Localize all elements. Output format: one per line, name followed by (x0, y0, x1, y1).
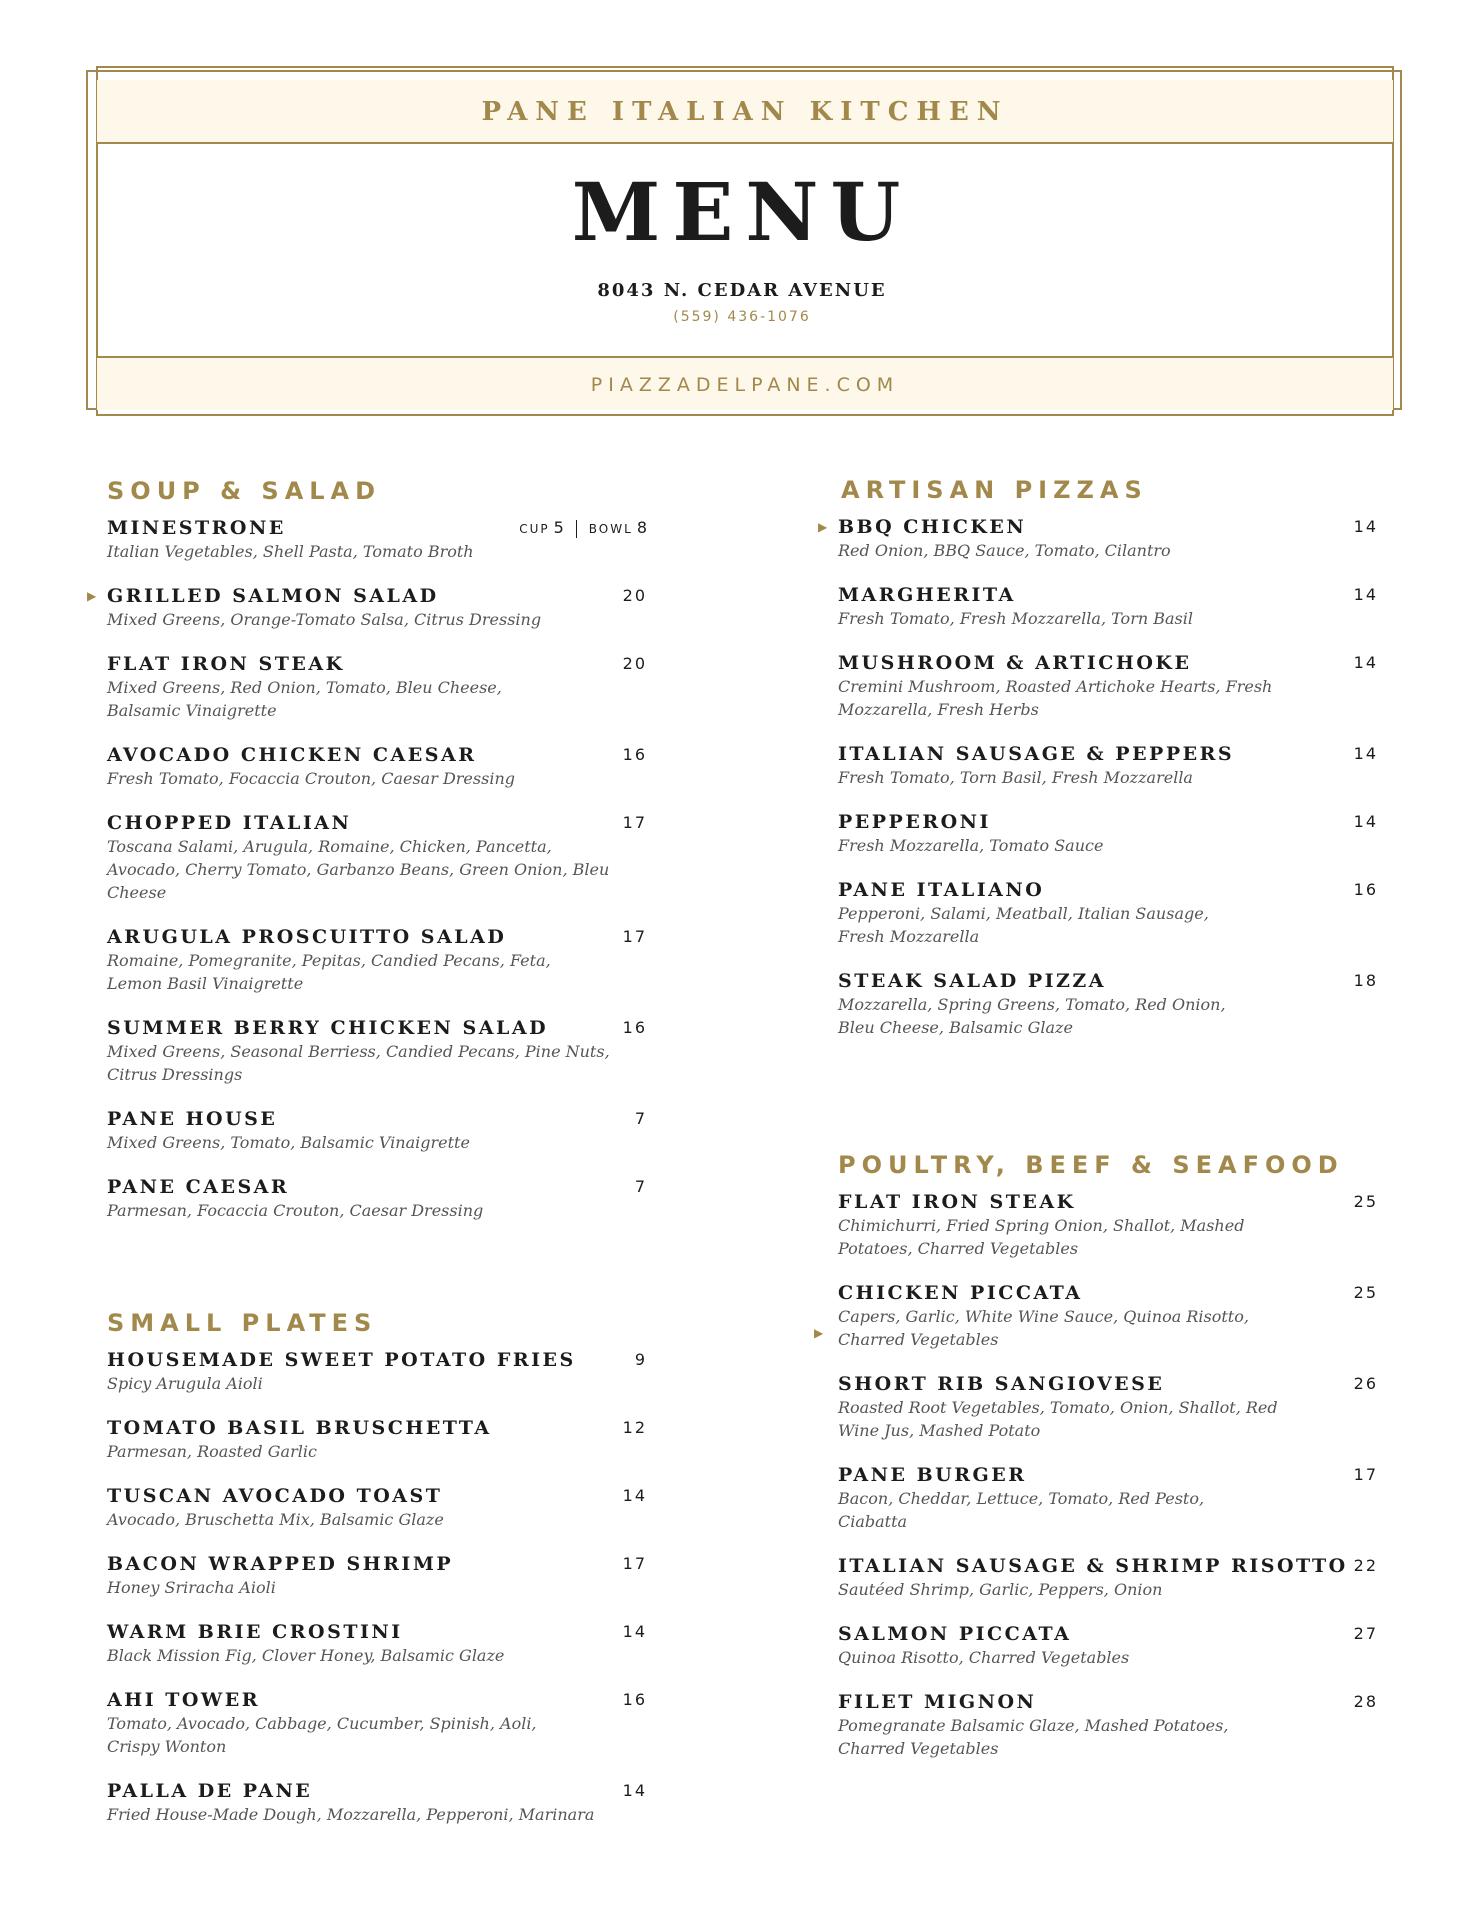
item-description: Avocado, Bruschetta Mix, Balsamic Glaze (107, 1510, 444, 1529)
menu-title: MENU (571, 165, 913, 259)
menu-items (818, 515, 1378, 1039)
menu-item (107, 1416, 647, 1463)
item-name: HOUSEMADE SWEET POTATO FRIES (107, 1349, 576, 1371)
item-price: 17 (622, 813, 647, 832)
item-description: Italian Vegetables, Shell Pasta, Tomato Broth (107, 542, 474, 561)
item-description: Mixed Greens, Red Onion, Tomato, Bleu Cheese, Balsamic Vinaigrette (107, 678, 502, 720)
item-description: Honey Sriracha Aioli (107, 1578, 276, 1597)
item-name: FILET MIGNON (838, 1691, 1037, 1713)
item-description: Parmesan, Roasted Garlic (107, 1442, 317, 1461)
item-name: ITALIAN SAUSAGE & PEPPERS (838, 743, 1235, 765)
item-price: 16 (622, 745, 647, 764)
menu-item (838, 1622, 1378, 1669)
menu-item (814, 1281, 1378, 1351)
item-name: CHICKEN PICCATA (838, 1282, 1083, 1304)
item-name: STEAK SALAD PIZZA (838, 970, 1107, 992)
item-price: 20 (622, 586, 647, 605)
item-description: Fried House-Made Dough, Mozzarella, Pepperoni, Marinara (107, 1805, 595, 1824)
menu-item (838, 1372, 1378, 1442)
item-name: PALLA DE PANE (107, 1780, 313, 1802)
item-price: 14 (1353, 744, 1378, 763)
item-price: 25 (1353, 1192, 1378, 1211)
menu-items (107, 1348, 647, 1826)
item-price: 14 (622, 1781, 647, 1800)
item-name: PEPPERONI (838, 811, 991, 833)
item-name: ARUGULA PROSCUITTO SALAD (107, 926, 507, 948)
item-name: WARM BRIE CROSTINI (107, 1621, 403, 1643)
item-description: Quinoa Risotto, Charred Vegetables (838, 1648, 1130, 1667)
address: 8043 N. CEDAR AVENUE (597, 280, 887, 301)
triangle-right-icon: ▶ (87, 589, 97, 603)
item-description: Toscana Salami, Arugula, Romaine, Chicken, Pancetta, Avocado, Cherry Tomato, Garbanzo Beans, Green Onion, Bleu Cheese (107, 837, 610, 902)
item-description: Fresh Mozzarella, Tomato Sauce (838, 836, 1104, 855)
item-name: CHOPPED ITALIAN (107, 812, 352, 834)
item-description: Mozzarella, Spring Greens, Tomato, Red Onion, Bleu Cheese, Balsamic Glaze (838, 995, 1226, 1037)
item-name: MUSHROOM & ARTICHOKE (838, 652, 1192, 674)
item-description: Bacon, Cheddar, Lettuce, Tomato, Red Pesto, Ciabatta (838, 1489, 1205, 1531)
item-price: 14 (1353, 812, 1378, 831)
item-description: Tomato, Avocado, Cabbage, Cucumber, Spinish, Aoli, Crispy Wonton (107, 1714, 537, 1756)
section-heading: POULTRY, BEEF & SEAFOOD (838, 1151, 1344, 1179)
menu-item (107, 652, 647, 722)
item-description: Chimichurri, Fried Spring Onion, Shallot, Mashed Potatoes, Charred Vegetables (838, 1216, 1245, 1258)
item-description: Mixed Greens, Tomato, Balsamic Vinaigrette (107, 1133, 470, 1152)
menu-item (107, 1348, 647, 1395)
menu-item (838, 969, 1378, 1039)
menu-item (838, 742, 1378, 789)
cup-label: CUP (519, 522, 550, 536)
menu-item (107, 1688, 647, 1758)
item-name: PANE CAESAR (107, 1176, 290, 1198)
bowl-label: BOWL (588, 522, 633, 536)
item-name: PANE BURGER (838, 1464, 1027, 1486)
item-description: Fresh Tomato, Fresh Mozzarella, Torn Basil (838, 609, 1193, 628)
triangle-right-icon: ▶ (814, 1326, 824, 1340)
menu-item (107, 1620, 647, 1667)
item-description: Fresh Tomato, Focaccia Crouton, Caesar Dressing (107, 769, 515, 788)
section-soup-salad (87, 476, 647, 1243)
item-name: SALMON PICCATA (838, 1623, 1072, 1645)
item-description: Pomegranate Balsamic Glaze, Mashed Potatoes, Charred Vegetables (838, 1716, 1229, 1758)
menu-items (814, 1190, 1378, 1760)
menu-item (838, 1554, 1378, 1601)
item-price: 14 (1353, 585, 1378, 604)
item-price: 17 (622, 927, 647, 946)
item-price: 14 (1353, 517, 1378, 536)
item-description: Black Mission Fig, Clover Honey, Balsamic Glaze (107, 1646, 505, 1665)
item-name: SUMMER BERRY CHICKEN SALAD (107, 1017, 549, 1039)
section-heading: ARTISAN PIZZAS (841, 476, 1148, 504)
menu-items (87, 516, 647, 1222)
item-description: Cremini Mushroom, Roasted Artichoke Hearts, Fresh Mozzarella, Fresh Herbs (838, 677, 1273, 719)
bowl-price: 8 (636, 518, 647, 537)
item-price: 9 (634, 1350, 647, 1369)
item-description: Mixed Greens, Seasonal Berriess, Candied Pecans, Pine Nuts, Citrus Dressings (107, 1042, 610, 1084)
section-heading: SOUP & SALAD (107, 477, 382, 505)
item-name: BACON WRAPPED SHRIMP (107, 1553, 454, 1575)
menu-item (107, 811, 647, 904)
item-price: 20 (622, 654, 647, 673)
item-price: 17 (1353, 1465, 1378, 1484)
item-name: AVOCADO CHICKEN CAESAR (107, 744, 477, 766)
item-price: 14 (622, 1622, 647, 1641)
item-price: 18 (1353, 971, 1378, 990)
menu-item (107, 1484, 647, 1531)
item-price: 7 (634, 1177, 647, 1196)
item-description: Sautéed Shrimp, Garlic, Peppers, Onion (838, 1580, 1163, 1599)
item-name: PANE HOUSE (107, 1108, 278, 1130)
menu-item (107, 743, 647, 790)
item-description: Fresh Tomato, Torn Basil, Fresh Mozzarella (838, 768, 1193, 787)
restaurant-name: PANE ITALIAN KITCHEN (481, 97, 1009, 127)
header-bottom-band (97, 356, 1393, 410)
item-name: FLAT IRON STEAK (838, 1191, 1076, 1213)
menu-item (107, 1107, 647, 1154)
price-divider (576, 520, 577, 538)
item-price: 12 (622, 1418, 647, 1437)
section-heading: SMALL PLATES (107, 1309, 378, 1337)
item-name: PANE ITALIANO (838, 879, 1045, 901)
item-description: Red Onion, BBQ Sauce, Tomato, Cilantro (838, 541, 1171, 560)
menu-item (838, 1463, 1378, 1533)
item-name: TOMATO BASIL BRUSCHETTA (107, 1417, 492, 1439)
menu-item (107, 1175, 647, 1222)
item-price: 25 (1353, 1283, 1378, 1302)
item-name: BBQ CHICKEN (838, 516, 1027, 538)
item-description: Spicy Arugula Aioli (107, 1374, 263, 1393)
item-price: 16 (1353, 880, 1378, 899)
menu-item (818, 515, 1378, 562)
item-name: TUSCAN AVOCADO TOAST (107, 1485, 443, 1507)
item-name: FLAT IRON STEAK (107, 653, 345, 675)
item-price: 14 (622, 1486, 647, 1505)
menu-item (838, 1190, 1378, 1260)
item-name: SHORT RIB SANGIOVESE (838, 1373, 1165, 1395)
item-name: GRILLED SALMON SALAD (107, 585, 439, 607)
website-link[interactable]: PIAZZADELPANE.COM (590, 374, 900, 396)
menu-item (838, 583, 1378, 630)
item-price: 16 (622, 1018, 647, 1037)
item-price: 22 (1353, 1556, 1378, 1575)
menu-item (107, 1552, 647, 1599)
menu-item (838, 651, 1378, 721)
item-description: Parmesan, Focaccia Crouton, Caesar Dressing (107, 1201, 484, 1220)
section-poultry-beef-seafood (814, 1150, 1378, 1781)
item-name: AHI TOWER (107, 1689, 260, 1711)
menu-item (107, 516, 647, 563)
triangle-right-icon: ▶ (818, 520, 828, 534)
item-description: Capers, Garlic, White Wine Sauce, Quinoa Risotto, Charred Vegetables (838, 1307, 1249, 1349)
menu-item (87, 584, 647, 631)
item-price: 28 (1353, 1692, 1378, 1711)
item-name: ITALIAN SAUSAGE & SHRIMP RISOTTO (838, 1555, 1348, 1577)
item-name: MARGHERITA (838, 584, 1016, 606)
item-price: 16 (622, 1690, 647, 1709)
header-top-band (97, 80, 1393, 144)
menu-item (838, 878, 1378, 948)
item-price: 7 (634, 1109, 647, 1128)
cup-price: 5 (553, 518, 564, 537)
phone-number: (559) 436-1076 (673, 309, 811, 325)
menu-item (107, 1779, 647, 1826)
menu-item (107, 925, 647, 995)
item-description: Pepperoni, Salami, Meatball, Italian Sausage, Fresh Mozzarella (838, 904, 1209, 946)
menu-item (838, 1690, 1378, 1760)
item-price: 14 (1353, 653, 1378, 672)
item-price-options (519, 516, 647, 541)
menu-item (107, 1016, 647, 1086)
item-price: 27 (1353, 1624, 1378, 1643)
item-price: 17 (622, 1554, 647, 1573)
item-description: Roasted Root Vegetables, Tomato, Onion, Shallot, Red Wine Jus, Mashed Potato (838, 1398, 1278, 1440)
item-description: Mixed Greens, Orange-Tomato Salsa, Citrus Dressing (107, 610, 542, 629)
item-price: 26 (1353, 1374, 1378, 1393)
section-artisan-pizzas (818, 475, 1378, 1060)
item-description: Romaine, Pomegranite, Pepitas, Candied Pecans, Feta, Lemon Basil Vinaigrette (107, 951, 551, 993)
menu-item (838, 810, 1378, 857)
section-small-plates (107, 1308, 647, 1847)
item-name: MINESTRONE (107, 517, 286, 539)
